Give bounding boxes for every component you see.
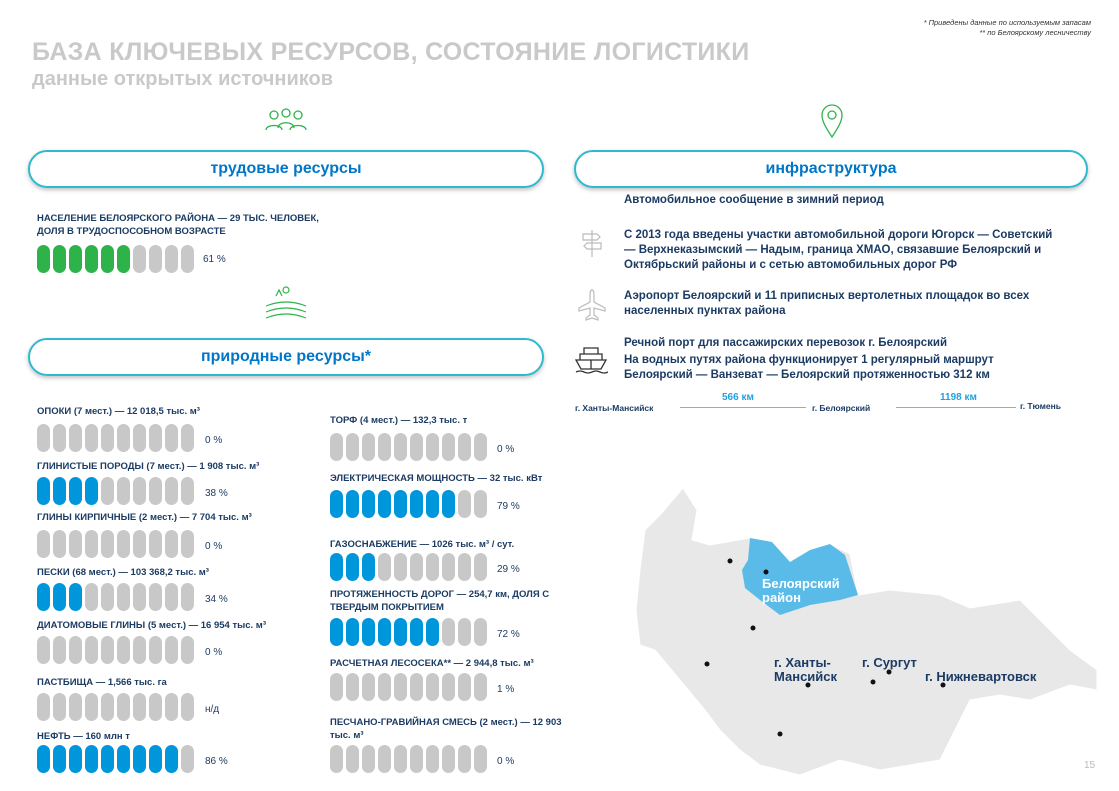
resource-bar — [330, 673, 487, 701]
route-from: г. Ханты-Мансийск — [575, 403, 654, 413]
resource-percent: 29 % — [497, 564, 520, 575]
bar-segment-empty — [442, 673, 455, 701]
region-map — [600, 460, 1100, 780]
bar-segment-empty — [165, 245, 178, 273]
resource-label: ПРОТЯЖЕННОСТЬ ДОРОГ — 254,7 км, ДОЛЯ С ТВЕРДЫМ ПОКРЫТИЕМ — [330, 589, 550, 613]
resource-percent: 86 % — [205, 756, 228, 767]
bar-segment-empty — [69, 530, 82, 558]
bar-segment-empty — [53, 530, 66, 558]
resource-bar — [37, 745, 194, 773]
bar-segment-filled — [85, 745, 98, 773]
bar-segment-filled — [378, 618, 391, 646]
bar-segment-empty — [85, 693, 98, 721]
resource-label: ГЛИНЫ КИРПИЧНЫЕ (2 мест.) — 7 704 тыс. м³ — [37, 512, 252, 523]
resource-bar — [37, 424, 194, 452]
bar-segment-empty — [133, 424, 146, 452]
resource-percent: 72 % — [497, 629, 520, 640]
bar-segment-empty — [474, 433, 487, 461]
page-subtitle: данные открытых источников — [32, 68, 334, 90]
bar-segment-empty — [394, 433, 407, 461]
labor-bar — [37, 245, 194, 273]
bar-segment-empty — [149, 530, 162, 558]
resource-percent: 0 % — [497, 756, 515, 767]
resource-bar — [37, 530, 194, 558]
bar-segment-empty — [133, 583, 146, 611]
bar-segment-filled — [330, 490, 343, 518]
bar-segment-empty — [442, 553, 455, 581]
resource-label: РАСЧЕТНАЯ ЛЕСОСЕКА** — 2 944,8 тыс. м³ — [330, 658, 534, 669]
bar-segment-empty — [53, 424, 66, 452]
bar-segment-empty — [69, 424, 82, 452]
route-to: г. Тюмень — [1020, 401, 1062, 411]
people-icon — [264, 108, 308, 134]
resource-bar — [330, 553, 487, 581]
bar-segment-filled — [69, 245, 82, 273]
bar-segment-filled — [346, 618, 359, 646]
labor-resources-heading: трудовые ресурсы — [28, 150, 544, 188]
city-surgut: г. Сургут — [862, 655, 917, 670]
bar-segment-empty — [37, 693, 50, 721]
district-label: Белоярский район — [762, 576, 840, 605]
port-text: Речной порт для пассажирских перевозок г. Белоярский — [624, 337, 948, 349]
population-line-2: ДОЛЯ В ТРУДОСПОСОБНОМ ВОЗРАСТЕ — [37, 226, 226, 237]
bar-segment-empty — [378, 673, 391, 701]
bar-segment-filled — [69, 745, 82, 773]
bar-segment-filled — [442, 490, 455, 518]
bar-segment-empty — [378, 433, 391, 461]
infrastructure-heading: инфраструктура — [574, 150, 1088, 188]
resource-label: ПЕСЧАНО-ГРАВИЙНАЯ СМЕСЬ (2 мест.) — 12 903 тыс. м³ — [330, 717, 562, 741]
bar-segment-empty — [442, 433, 455, 461]
bar-segment-filled — [69, 477, 82, 505]
settlement-dot — [764, 570, 769, 575]
bar-segment-filled — [85, 477, 98, 505]
bar-segment-empty — [149, 583, 162, 611]
bar-segment-empty — [149, 424, 162, 452]
region-outline — [636, 488, 1097, 775]
fields-icon — [264, 284, 308, 322]
bar-segment-filled — [330, 553, 343, 581]
bar-segment-empty — [474, 553, 487, 581]
bar-segment-filled — [69, 583, 82, 611]
bar-segment-filled — [378, 490, 391, 518]
bar-segment-empty — [181, 477, 194, 505]
bar-segment-empty — [101, 693, 114, 721]
bar-segment-empty — [133, 636, 146, 664]
bar-segment-empty — [394, 553, 407, 581]
bar-segment-empty — [37, 636, 50, 664]
bar-segment-empty — [117, 530, 130, 558]
bar-segment-filled — [85, 245, 98, 273]
bar-segment-empty — [133, 693, 146, 721]
bar-segment-empty — [362, 673, 375, 701]
bar-segment-empty — [346, 433, 359, 461]
resource-bar — [330, 618, 487, 646]
bar-segment-empty — [330, 433, 343, 461]
bar-segment-empty — [181, 636, 194, 664]
bar-segment-empty — [149, 245, 162, 273]
bar-segment-filled — [37, 583, 50, 611]
bar-segment-filled — [133, 745, 146, 773]
bar-segment-empty — [474, 673, 487, 701]
bar-segment-empty — [165, 477, 178, 505]
resource-percent: н/д — [205, 704, 220, 715]
bar-segment-empty — [362, 433, 375, 461]
bar-segment-filled — [37, 745, 50, 773]
location-pin-icon — [820, 103, 844, 139]
bar-segment-empty — [458, 673, 471, 701]
bar-segment-empty — [165, 583, 178, 611]
bar-segment-empty — [85, 424, 98, 452]
settlement-dot — [705, 662, 710, 667]
winter-road-text: Автомобильное сообщение в зимний период — [624, 194, 884, 206]
bar-segment-empty — [330, 673, 343, 701]
bar-segment-empty — [85, 530, 98, 558]
route-mid: г. Белоярский — [812, 403, 871, 413]
bar-segment-empty — [442, 745, 455, 773]
water-route-text: На водных путях района функционирует 1 регулярный маршрут Белоярский — Ванзеват — Белоярский протяженностью 312 км — [624, 354, 994, 381]
bar-segment-empty — [458, 490, 471, 518]
bar-segment-empty — [394, 745, 407, 773]
resource-percent: 38 % — [205, 488, 228, 499]
bar-segment-filled — [410, 490, 423, 518]
resource-percent: 1 % — [497, 684, 515, 695]
resource-bar — [330, 745, 487, 773]
bar-segment-filled — [165, 745, 178, 773]
resource-percent: 0 % — [205, 541, 223, 552]
bar-segment-empty — [53, 636, 66, 664]
bar-segment-empty — [362, 745, 375, 773]
bar-segment-empty — [410, 433, 423, 461]
bar-segment-filled — [117, 745, 130, 773]
bar-segment-empty — [117, 636, 130, 664]
bar-segment-empty — [101, 636, 114, 664]
distance-2: 1198 км — [940, 392, 977, 403]
resource-label: ТОРФ (4 мест.) — 132,3 тыс. т — [330, 415, 468, 426]
bar-segment-filled — [37, 477, 50, 505]
bar-segment-empty — [133, 530, 146, 558]
natural-resources-heading: природные ресурсы* — [28, 338, 544, 376]
bar-segment-empty — [394, 673, 407, 701]
bar-segment-empty — [426, 433, 439, 461]
bar-segment-filled — [426, 490, 439, 518]
bar-segment-empty — [474, 618, 487, 646]
bar-segment-empty — [37, 424, 50, 452]
bar-segment-empty — [149, 477, 162, 505]
resource-bar — [330, 490, 487, 518]
bar-segment-empty — [426, 553, 439, 581]
city-nizhnevartovsk: г. Нижневартовск — [925, 669, 1037, 684]
bar-segment-empty — [181, 745, 194, 773]
arrow-1 — [680, 407, 806, 408]
bar-segment-empty — [117, 693, 130, 721]
page-title: БАЗА КЛЮЧЕВЫХ РЕСУРСОВ, СОСТОЯНИЕ ЛОГИСТИКИ — [32, 38, 750, 66]
bar-segment-empty — [69, 636, 82, 664]
resource-label: ОПОКИ (7 мест.) — 12 018,5 тыс. м³ — [37, 406, 200, 417]
bar-segment-empty — [117, 583, 130, 611]
bar-segment-empty — [69, 693, 82, 721]
bar-segment-empty — [165, 530, 178, 558]
bar-segment-empty — [181, 530, 194, 558]
bar-segment-filled — [362, 618, 375, 646]
resource-bar — [37, 583, 194, 611]
labor-percent: 61 % — [203, 254, 226, 265]
bar-segment-empty — [346, 673, 359, 701]
settlement-dot — [778, 732, 783, 737]
bar-segment-filled — [53, 245, 66, 273]
resource-label: ГЛИНИСТЫЕ ПОРОДЫ (7 мест.) — 1 908 тыс. м³ — [37, 461, 260, 472]
bar-segment-empty — [346, 745, 359, 773]
bar-segment-filled — [426, 618, 439, 646]
bar-segment-empty — [165, 636, 178, 664]
airplane-icon — [578, 288, 606, 322]
resource-percent: 79 % — [497, 501, 520, 512]
resource-bar — [37, 693, 194, 721]
bar-segment-empty — [410, 553, 423, 581]
bar-segment-empty — [117, 424, 130, 452]
arrow-2 — [896, 407, 1016, 408]
bar-segment-empty — [181, 245, 194, 273]
bar-segment-filled — [410, 618, 423, 646]
resource-label: ПЕСКИ (68 мест.) — 103 368,2 тыс. м³ — [37, 567, 209, 578]
bar-segment-empty — [101, 477, 114, 505]
resource-percent: 34 % — [205, 594, 228, 605]
bar-segment-empty — [165, 424, 178, 452]
page-number: 15 — [1084, 760, 1096, 771]
settlement-dot — [728, 559, 733, 564]
bar-segment-empty — [181, 583, 194, 611]
resource-bar — [37, 477, 194, 505]
bar-segment-empty — [117, 477, 130, 505]
bar-segment-filled — [53, 583, 66, 611]
bar-segment-filled — [149, 745, 162, 773]
bar-segment-empty — [149, 693, 162, 721]
airport-text: Аэропорт Белоярский и 11 приписных вертолетных площадок во всех населенных пунктах района — [624, 290, 1030, 317]
bar-segment-filled — [330, 618, 343, 646]
bar-segment-empty — [410, 673, 423, 701]
resource-percent: 0 % — [497, 444, 515, 455]
settlement-dot — [871, 680, 876, 685]
bar-segment-empty — [101, 424, 114, 452]
bar-segment-empty — [458, 618, 471, 646]
resource-label: ЭЛЕКТРИЧЕСКАЯ МОЩНОСТЬ — 32 тыс. кВт — [330, 473, 543, 484]
bar-segment-empty — [37, 530, 50, 558]
bar-segment-filled — [346, 490, 359, 518]
bar-segment-empty — [181, 693, 194, 721]
bar-segment-empty — [53, 693, 66, 721]
bar-segment-empty — [101, 583, 114, 611]
resource-label: ПАСТБИЩА — 1,566 тыс. га — [37, 677, 167, 688]
bar-segment-empty — [474, 745, 487, 773]
bar-segment-empty — [85, 636, 98, 664]
population-label — [37, 212, 319, 238]
footnote-2: ** по Белоярскому лесничеству — [979, 28, 1091, 37]
settlement-dot — [751, 626, 756, 631]
bar-segment-filled — [53, 745, 66, 773]
bar-segment-empty — [149, 636, 162, 664]
bar-segment-filled — [53, 477, 66, 505]
bar-segment-empty — [330, 745, 343, 773]
bar-segment-filled — [362, 553, 375, 581]
bar-segment-empty — [458, 745, 471, 773]
bar-segment-empty — [410, 745, 423, 773]
bar-segment-filled — [346, 553, 359, 581]
bar-segment-empty — [458, 553, 471, 581]
resource-percent: 0 % — [205, 435, 223, 446]
population-line-1: НАСЕЛЕНИЕ БЕЛОЯРСКОГО РАЙОНА — 29 ТЫС. ЧЕЛОВЕК, — [37, 213, 319, 224]
bar-segment-filled — [394, 490, 407, 518]
signpost-icon — [580, 228, 604, 258]
bar-segment-filled — [101, 245, 114, 273]
bar-segment-filled — [117, 245, 130, 273]
resource-percent: 0 % — [205, 647, 223, 658]
bar-segment-empty — [101, 530, 114, 558]
distance-1: 566 км — [722, 392, 754, 403]
bar-segment-empty — [133, 245, 146, 273]
bar-segment-filled — [101, 745, 114, 773]
ship-icon — [574, 344, 608, 374]
road-text: С 2013 года введены участки автомобильной дороги Югорск — Советский — Верхнеказымский — Надым, граница ХМАО, связавшие Белоярский и Октябрьский районы и с сетью автомобильных дорог РФ — [624, 229, 1053, 271]
bar-segment-empty — [378, 745, 391, 773]
footnote-1: * Приведены данные по используемым запасам — [923, 18, 1091, 27]
bar-segment-filled — [362, 490, 375, 518]
bar-segment-empty — [426, 745, 439, 773]
resource-label: НЕФТЬ — 160 млн т — [37, 731, 130, 742]
bar-segment-empty — [133, 477, 146, 505]
bar-segment-filled — [394, 618, 407, 646]
resource-bar — [330, 433, 487, 461]
city-khanty-mansiysk: г. Ханты-Мансийск — [774, 655, 838, 684]
bar-segment-empty — [85, 583, 98, 611]
resource-label: ДИАТОМОВЫЕ ГЛИНЫ (5 мест.) — 16 954 тыс. м³ — [37, 620, 266, 631]
bar-segment-filled — [37, 245, 50, 273]
bar-segment-empty — [442, 618, 455, 646]
resource-label: ГАЗОСНАБЖЕНИЕ — 1026 тыс. м³ / сут. — [330, 539, 515, 550]
bar-segment-empty — [474, 490, 487, 518]
resource-bar — [37, 636, 194, 664]
settlement-dot — [887, 670, 892, 675]
bar-segment-empty — [378, 553, 391, 581]
bar-segment-empty — [165, 693, 178, 721]
bar-segment-empty — [181, 424, 194, 452]
bar-segment-empty — [458, 433, 471, 461]
bar-segment-empty — [426, 673, 439, 701]
